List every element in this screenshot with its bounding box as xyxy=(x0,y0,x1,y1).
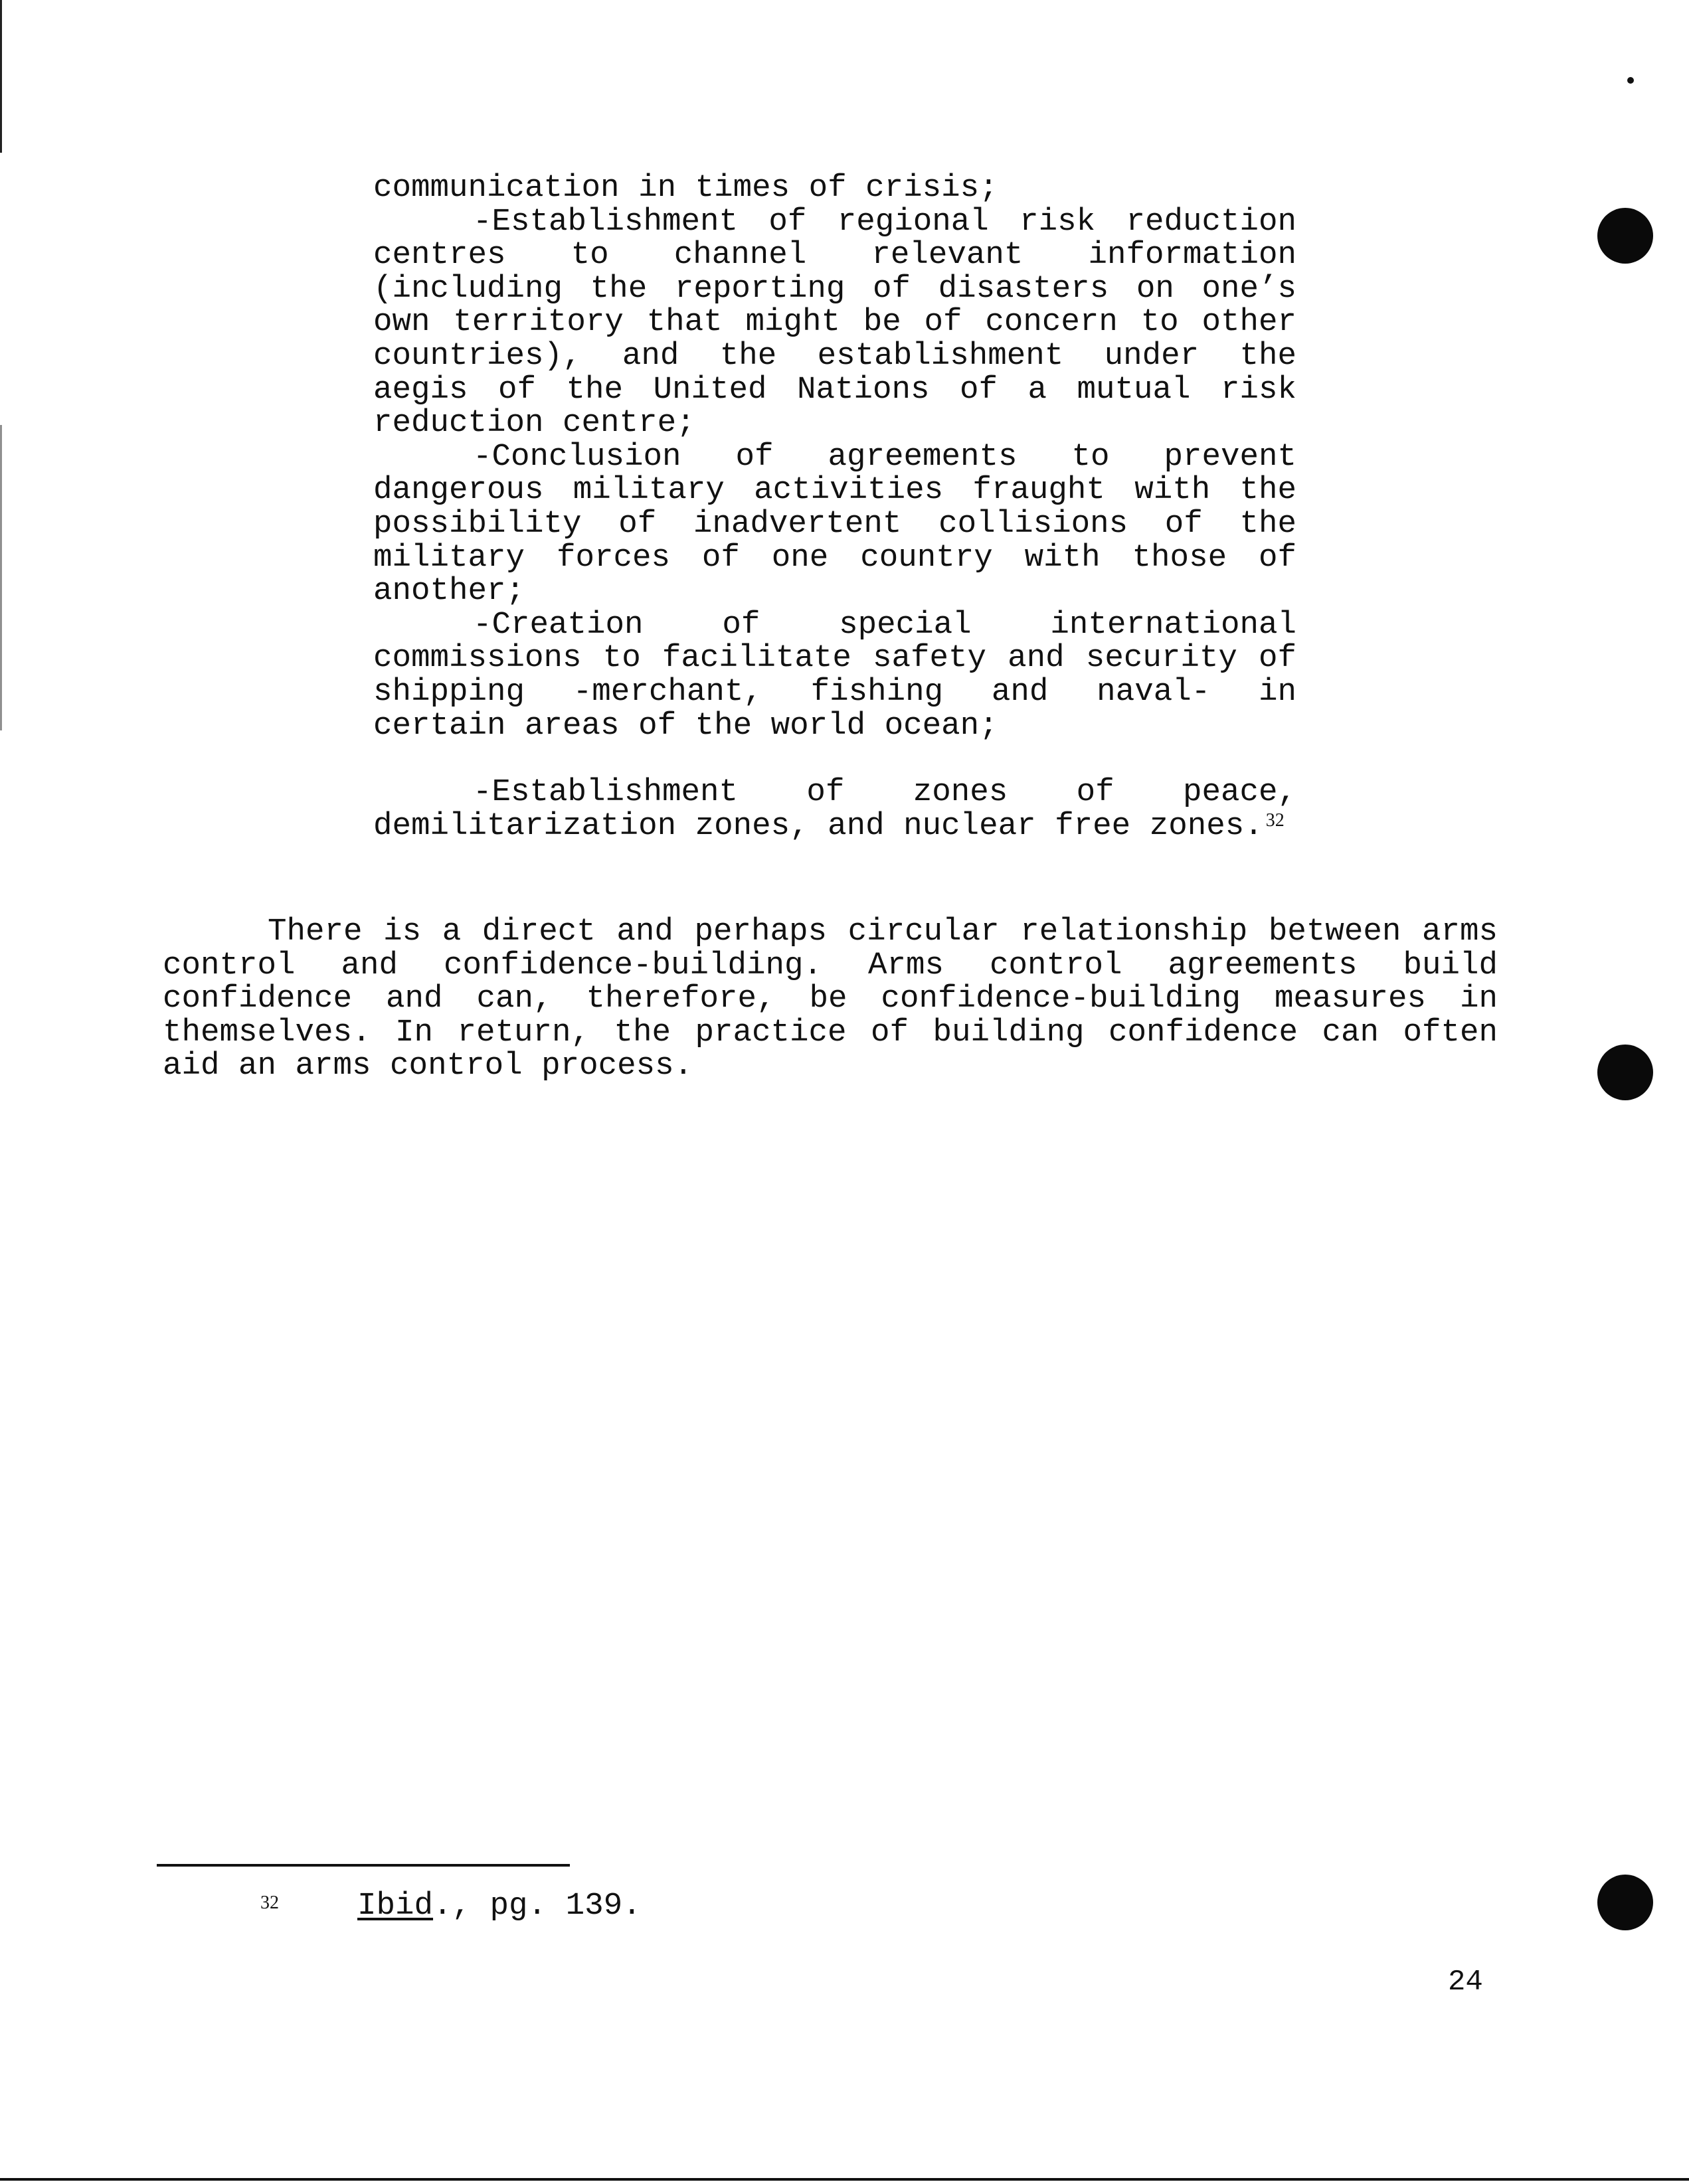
punch-hole-icon xyxy=(1597,1875,1653,1930)
punch-hole-icon xyxy=(1597,208,1653,264)
bullet-item: -Conclusion of agreements to prevent dangerous military activities fraught with the possibility of inadvertent collisions of the military forces of one country with those of another; xyxy=(373,438,1296,610)
punch-hole-icon xyxy=(1597,1045,1653,1100)
bullet-list xyxy=(373,171,1296,843)
bullet-item: -Creation of special international commissions to facilitate safety and security of shipping -merchant, fishing and naval- in certain areas of the world ocean; xyxy=(373,606,1296,744)
footnote-number: 32 xyxy=(260,1892,279,1913)
page-number: 24 xyxy=(1448,1966,1483,1999)
bullet-item: communication in times of crisis; xyxy=(373,170,998,206)
scan-speck xyxy=(1627,77,1634,84)
bullet-item xyxy=(373,776,1296,843)
bullet-item: -Establishment of regional risk reduction centres to channel relevant information (including the reporting of disasters on one’s own territory that might be of concern to other countries), and the establishment under the aegis of the United Nations of a mutual risk reduction centre; xyxy=(373,203,1296,442)
footnote xyxy=(260,1887,642,1924)
body-paragraph: There is a direct and perhaps circular relationship between arms control and confidence-building. Arms control agreements build confidence and can, therefore, be confidence-building measures in themselves. In return, the practice of building confidence can often aid an arms control process. xyxy=(163,914,1498,1084)
footnote-divider xyxy=(157,1864,570,1867)
scan-left-edge xyxy=(0,425,2,730)
footnote-ibid: Ibid xyxy=(357,1888,434,1924)
bullet-item-text: -Establishment of zones of peace, demilitarization zones, and nuclear free zones. xyxy=(373,774,1296,844)
scan-bottom-edge xyxy=(0,2178,1689,2181)
scan-left-edge xyxy=(0,0,2,153)
footnote-citation: ., pg. 139. xyxy=(433,1888,642,1924)
footnote-reference[interactable]: 32 xyxy=(1265,809,1285,831)
